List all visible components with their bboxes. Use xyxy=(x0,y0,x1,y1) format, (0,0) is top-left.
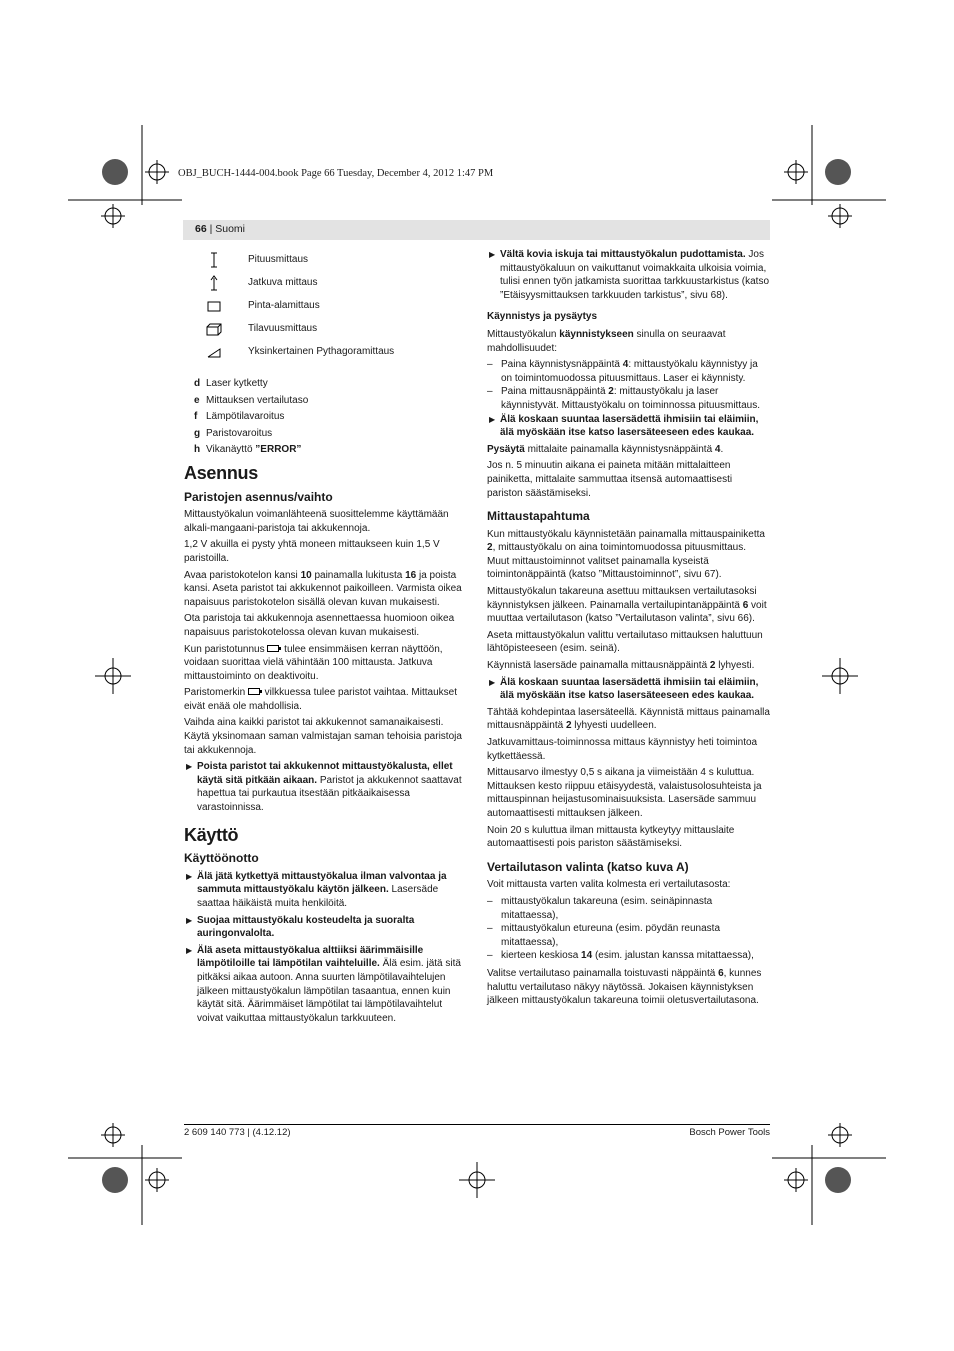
footer-doc-number: 2 609 140 773 | (4.12.12) xyxy=(184,1127,291,1138)
paragraph: Mittaustyökalun voimanlähteenä suosittelemme käyttämään alkali-mangaani-paristoja tai akkukennoja. xyxy=(184,509,449,534)
legend-item: e Mittauksen vertailutaso xyxy=(194,394,309,406)
symbol-row xyxy=(184,275,466,298)
dash-item: – kierteen keskiosa 14 (esim. jalustan kanssa mitattaessa), xyxy=(487,950,754,962)
symbol-label: Pinta-alamittaus xyxy=(248,300,320,311)
subsection-title: Mittaustapahtuma xyxy=(487,509,590,524)
subsection-title: Käyttöönotto xyxy=(184,851,259,866)
subsection-title: Paristojen asennus/vaihto xyxy=(184,489,333,504)
legend-item: d Laser kytketty xyxy=(194,378,268,389)
paragraph: Tähtää kohdepintaa lasersäteellä. Käynnistä mittaus painamalla mittausnäppäintä 2 lyhyesti uudelleen. xyxy=(487,706,770,732)
warning-bullet: ▶ Vältä kovia iskuja tai mittaustyökalun pudottamista. Jos mittaustyökaluun on vaikuttanut voimakkaita ulkoisia voimia, tulisi ennen työn jatkamista suorittaa tarkkuustarkistus (katso ”Etäisyysmittauksen tarkkuuden tarkistus”, sivu 68). xyxy=(489,249,770,301)
paragraph: Noin 20 s kuluttua ilman mittausta kytkeytyy mittauslaite automaattisesti pois pariston säästämiseksi. xyxy=(487,824,735,850)
dash-item: – Paina mittausnäppäintä 2: mittaustyökalu ja laser käynnistyvät. Mittaustyökalu on toiminnossa pituusmittaus. xyxy=(487,386,761,411)
area-measure-icon xyxy=(206,298,222,314)
paragraph: Käynnistä lasersäde painamalla mittausnäppäintä 2 lyhyesti. xyxy=(487,660,755,672)
symbol-label: Tilavuusmittaus xyxy=(248,323,318,334)
section-title: Asennus xyxy=(184,462,258,483)
subsection-title: Vertailutason valinta (katso kuva A) xyxy=(487,859,689,874)
subsection-title: Käynnistys ja pysäytys xyxy=(487,311,598,323)
dash-item: – mittaustyökalun takareuna (esim. seinäpinnasta mitattaessa), xyxy=(487,895,713,921)
symbol-label: Yksinkertainen Pythagoramittaus xyxy=(248,346,395,357)
length-measure-icon xyxy=(206,252,222,268)
paragraph: Mittaustyökalun takareuna asettuu mittauksen vertailutasoksi käynnistyksen jälkeen. Painamalla vertailupintanäppäintä 6 voit muuttaa vertailutason (katso ”Vertailutason valinta”, sivu 66). xyxy=(487,586,767,625)
battery-icon xyxy=(248,688,262,695)
warning-bullet: ▶ Älä koskaan suuntaa lasersädettä ihmisiin tai eläimiin, älä myöskään itse katso lasersäteeseen edes kaukaa. xyxy=(489,413,759,439)
footer-rule xyxy=(184,1124,770,1125)
page-header-bar: 66 | Suomi xyxy=(183,220,770,240)
triangle-bullet-icon: ▶ xyxy=(489,414,496,424)
triangle-bullet-icon: ▶ xyxy=(186,871,193,881)
dash-item: – mittaustyökalun etureuna (esim. pöydän reunasta mitattaessa), xyxy=(487,923,721,948)
warning-bullet: ▶ Suojaa mittaustyökalu kosteudelta ja suoralta auringonvalolta. xyxy=(186,914,415,940)
dash-item: – Paina käynnistysnäppäintä 4: mittaustyökalu käynnistyy ja on toimintomuodossa pituusmittaus. Laser ei käynnisty. xyxy=(487,359,758,384)
paragraph: Ota paristoja tai akkukennoja asennettaessa huomioon oikea napaisuus paristokotelossa olevan kuvan mukaisesti. xyxy=(184,613,455,638)
warning-bullet: ▶ Poista paristot tai akkukennot mittaustyökalusta, ellet käytä sitä pitkään aikaan. Paristot ja akkukennot saattavat hapettua tai purkautua itsestään pitkäaikaisessa varastoinnissa. xyxy=(186,761,462,814)
continuous-measure-icon xyxy=(206,275,222,291)
paragraph: Avaa paristokotelon kansi 10 painamalla lukitusta 16 ja poista kansi. Aseta paristot tai akkukennot paikoilleen. Varmista oikea napaisuus paristokotelon sisällä olevan kuvan mukaisesti. xyxy=(184,569,462,608)
battery-icon xyxy=(267,645,281,652)
legend-item: f Lämpötilavaroitus xyxy=(194,411,285,423)
paragraph: Jos n. 5 minuutin aikana ei paineta mitään mittalaitteen painiketta, mittalaite sammuttaa itsensä automaattisesti pariston säästämiseksi. xyxy=(487,460,733,499)
symbol-row xyxy=(184,298,466,321)
paragraph: Valitse vertailutaso painamalla toistuvasti näppäintä 6, kunnes haluttu vertailutaso näkyy näytössä. Jokaisen käynnistyksen jälkeen mittaustyökalun takareuna toimii oletusvertailutasona. xyxy=(487,967,762,1007)
legend-item: h Vikanäyttö ”ERROR” xyxy=(194,444,302,456)
symbol-label: Pituusmittaus xyxy=(248,254,309,265)
pythagoras-measure-icon xyxy=(206,344,222,360)
paragraph: Voit mittausta varten valita kolmesta eri vertailutasosta: xyxy=(487,879,731,891)
triangle-bullet-icon: ▶ xyxy=(186,762,193,772)
paragraph: 1,2 V akuilla ei pysty yhtä moneen mittaukseen kuin 1,5 V paristoilla. xyxy=(184,539,440,564)
paragraph: Paristomerkin vilkkuessa tulee paristot vaihtaa. Mittaukset eivät enää ole mahdollisia. xyxy=(184,687,457,712)
warning-bullet: ▶ Älä koskaan suuntaa lasersädettä ihmisiin tai eläimiin, älä myöskään itse katso lasersäteeseen edes kaukaa. xyxy=(489,676,759,702)
paragraph: Mittausarvo ilmestyy 0,5 s aikana ja viimeistään 4 s kuluttua. Mittauksen kesto riippuu etäisyydestä, valaistusolosuhteista ja mittauspinnan heijastusominaisuuksista. Lasersäde sammuu automaattisesti mittauksen jälkeen. xyxy=(487,767,762,819)
paragraph: Vaihda aina kaikki paristot tai akkukennot samanaikaisesti. Käytä yksinomaan saman valmistajan saman tehoisia paristoja tai akkukennoja. xyxy=(184,717,462,756)
triangle-bullet-icon: ▶ xyxy=(489,677,496,687)
paragraph: Kun paristotunnus tulee ensimmäisen kerran näyttöön, voidaan suorittaa vielä vähintään 100 mittausta. Jatkuva mittaustoiminto on deaktivoitu. xyxy=(184,643,443,682)
triangle-bullet-icon: ▶ xyxy=(489,250,496,259)
paragraph: Aseta mittaustyökalun valittu vertailutaso mittauksen haluttuun lähtöpisteeseen (esim. seinä). xyxy=(487,629,763,655)
section-title: Käyttö xyxy=(184,824,239,845)
page-number: 66 xyxy=(195,223,207,235)
left-column xyxy=(184,252,466,1028)
header-section: Suomi xyxy=(215,223,246,235)
warning-bullet: ▶ Älä aseta mittaustyökalua alttiiksi äärimmäisille lämpötiloille tai lämpötilan vaihteluille. Älä esim. jätä sitä pitkäksi aikaa autoon. Anna suurten lämpötilavaihtelujen jälkeen mittaustyökalun lämpötilan tasaantua, ennen kuin käytät sitä. Äärimmäiset lämpötilat tai lämpötilavaihtelut voivat vaikuttaa mittaustyökalun tarkkuuteen. xyxy=(186,944,461,1024)
file-header: OBJ_BUCH-1444-004.book Page 66 Tuesday, December 4, 2012 1:47 PM xyxy=(178,168,494,179)
triangle-bullet-icon: ▶ xyxy=(186,945,193,955)
right-column xyxy=(487,248,770,1011)
warning-bullet: ▶ Älä jätä kytkettyä mittaustyökalua ilman valvontaa ja sammuta mittaustyökalu käytön jälkeen. Lasersäde saattaa häikäistä muita henkilöitä. xyxy=(186,870,447,909)
footer-brand: Bosch Power Tools xyxy=(689,1127,770,1138)
symbol-row xyxy=(184,344,466,367)
symbol-label: Jatkuva mittaus xyxy=(248,277,318,288)
volume-measure-icon xyxy=(206,321,222,337)
paragraph: Jatkuvamittaus-toiminnossa mittaus käynnistyy heti toimintoa kytkettäessä. xyxy=(487,737,758,762)
paragraph: Kun mittaustyökalu käynnistetään painamalla mittauspainiketta 2, mittaustyökalu on aina toimintomuodossa pituusmittaus. Muut mittaustoiminnot valitset painamalla kyseistä toimintonäppäintä (katso ”Mittaustoiminnot”, sivu 67). xyxy=(487,528,765,581)
legend-item: g Paristovaroitus xyxy=(194,427,273,439)
symbol-row xyxy=(184,321,466,344)
paragraph: Mittaustyökalun käynnistykseen sinulla on seuraavat mahdollisuudet: xyxy=(487,328,726,354)
paragraph: Pysäytä mittalaite painamalla käynnistysnäppäintä 4. xyxy=(487,443,724,455)
symbol-row xyxy=(184,252,466,275)
triangle-bullet-icon: ▶ xyxy=(186,915,193,925)
